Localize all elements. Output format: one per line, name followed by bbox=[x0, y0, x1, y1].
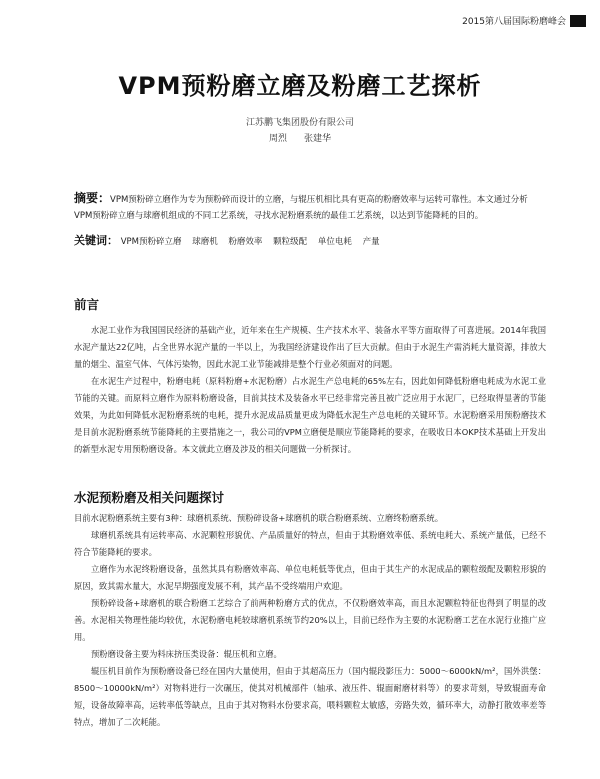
keywords bbox=[74, 232, 544, 248]
section-heading-intro: 前言 bbox=[74, 297, 100, 312]
author-list bbox=[0, 131, 600, 144]
paragraph: 水泥工业作为我国国民经济的基础产业，近年来在生产规模、生产技术水平、装备水平等方面取得了可喜进展。2014年我国水泥产量达22亿吨，占全世界水泥产量的一半以上，为我国经济建设作出了巨大贡献。但由于水泥生产需消耗大量资源，排放大量的烟尘、温室气体、气体污染物，因此水泥工业节能减排是整个行业必须面对的问题。 bbox=[74, 325, 546, 369]
keyword: 单位电耗 bbox=[317, 237, 352, 247]
paragraph: 辊压机目前作为预粉磨设备已经在国内大量使用，但由于其超高压力（国内辊段影压力：5000～6000kN/m²，国外洪堡：8500～10000kN/m²）对物料进行一次碾压，使其对机械部件（轴承、液压件、辊面耐磨材料等）的要求苛刻，导致辊面寿命短，设备故障率高，运转率低等缺点，且由于其对物料水份要求高，喂料颗粒太敏感，旁路失效，循环率大，动静打散效率差等特点，增加了二次耗能。 bbox=[74, 666, 546, 727]
author-name: 张建华 bbox=[303, 134, 331, 144]
paragraph: 在水泥生产过程中，粉磨电耗（原料粉磨+水泥粉磨）占水泥生产总电耗的65%左右，因此如何降低粉磨电耗成为水泥工业节能的关键。而原料立磨作为原料粉磨设备，目前其技术及装备水平已经非常完善且被广泛应用于水泥厂，已经取得显著的节能效果，为此如何降低水泥粉磨系统的电耗，提升水泥成品质量更成为降低水泥生产总电耗的关键环节。水泥粉磨采用预粉磨技术是目前水泥粉磨系统节能降耗的主要措施之一，我公司的VPM立磨便是顺应节能降耗的要求，在吸收日本OKP技术基础上开发出的新型水泥专用预粉磨设备。本文就此立磨及涉及的相关问题做一分析探讨。 bbox=[74, 376, 546, 454]
keyword: VPM预粉碎立磨 bbox=[120, 237, 182, 247]
author-name: 周烈 bbox=[269, 134, 288, 144]
section-intro-body bbox=[74, 322, 546, 458]
keyword: 颗粒级配 bbox=[273, 237, 308, 247]
section-heading-pregrinding: 水泥预粉磨及相关问题探讨 bbox=[74, 490, 225, 505]
paragraph: 目前水泥粉磨系统主要有3种：球磨机系统、预粉碎设备+球磨机的联合粉磨系统、立磨终粉磨系统。 bbox=[74, 513, 444, 523]
running-header bbox=[462, 14, 586, 27]
section-pregrinding-body bbox=[74, 510, 546, 731]
keyword: 产量 bbox=[362, 237, 380, 247]
paragraph: 预粉磨设备主要为料床挤压类设备：辊压机和立磨。 bbox=[91, 649, 282, 659]
keywords-label: 关键词： bbox=[74, 234, 118, 247]
paragraph: 球磨机系统具有运转率高、水泥颗粒形貌优、产品质量好的特点，但由于其粉磨效率低、系统电耗大、系统产量低，已经不符合节能降耗的要求。 bbox=[74, 530, 546, 557]
author-affiliation: 江苏鹏飞集团股份有限公司 bbox=[245, 118, 354, 128]
keyword: 粉磨效率 bbox=[228, 237, 263, 247]
conference-name: 2015第八届国际粉磨峰会 bbox=[462, 17, 566, 27]
paragraph: 预粉碎设备+球磨机的联合粉磨工艺综合了前两种粉磨方式的优点，不仅粉磨效率高，而且水泥颗粒特征也得到了明显的改善。水泥相关物理性能均较优，水泥粉磨电耗较球磨机系统节约20%以上，目前已经作为主要的水泥粉磨工艺在水泥行业推广应用。 bbox=[74, 598, 546, 642]
paper-title: VPM预粉磨立磨及粉磨工艺探析 bbox=[118, 72, 482, 100]
header-black-tab bbox=[570, 15, 586, 27]
abstract-label: 摘要： bbox=[74, 191, 111, 205]
abstract-text: VPM预粉碎立磨作为专为预粉碎而设计的立磨，与辊压机相比具有更高的粉磨效率与运转可靠性。本文通过分析VPM预粉碎立磨与球磨机组成的不同工艺系统，寻找水泥粉磨系统的最佳工艺系统，以达到节能降耗的目的。 bbox=[74, 195, 528, 221]
paragraph: 立磨作为水泥终粉磨设备，虽然其具有粉磨效率高、单位电耗低等优点，但由于其生产的水泥成品的颗粒级配及颗粒形貌的原因，致其需水量大，水泥早期强度发展不利，其产品不受终端用户欢迎。 bbox=[74, 564, 546, 591]
keyword: 球磨机 bbox=[192, 237, 218, 247]
abstract bbox=[74, 190, 544, 224]
